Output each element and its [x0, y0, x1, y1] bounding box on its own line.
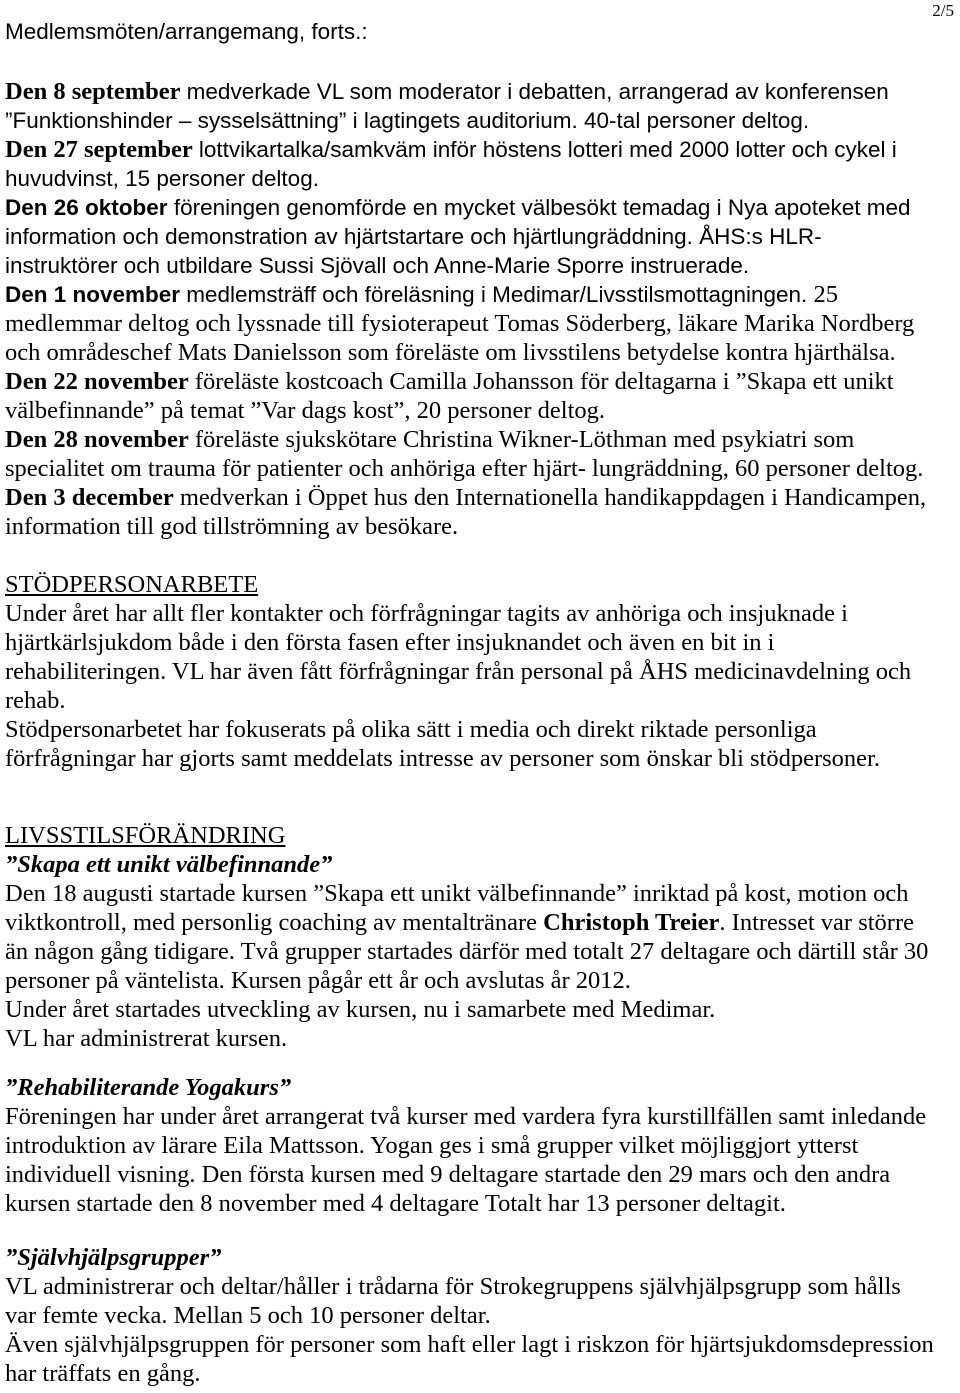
meetings-list	[5, 77, 955, 541]
meeting-date: Den 22 november	[5, 368, 189, 395]
paragraph-line: Föreningen har under året arrangerat två kurser med vardera fyra kurstillfällen samt inledande	[5, 1103, 927, 1130]
meeting-text: föreläste sjukskötare Christina Wikner-Löthman med psykiatri som	[194, 426, 855, 453]
meeting-line	[5, 425, 955, 454]
meeting-date: Den 8 september	[5, 78, 181, 105]
paragraph-line: Under året har allt fler kontakter och förfrågningar tagits av anhöriga och insjuknade i	[5, 600, 848, 627]
section-heading: LIVSSTILSFÖRÄNDRING	[5, 822, 286, 849]
paragraph-line: Stödpersonarbetet har fokuserats på olika sätt i media och direkt riktade personliga	[5, 716, 817, 743]
paragraph-line: hjärtkärlsjukdom både i den första fasen efter insjuknandet och även en bit in i	[5, 629, 775, 656]
self-help-subsection	[5, 1243, 955, 1388]
paragraph-line: kursen startade den 8 november med 4 deltagare Totalt har 13 personer deltagit.	[5, 1190, 786, 1217]
paragraph-line: Under året startades utveckling av kursen, nu i samarbete med Medimar.	[5, 996, 716, 1023]
meeting-line: ”Funktionshinder – sysselsättning” i lagtingets auditorium. 40-tal personer deltog.	[5, 108, 810, 133]
meeting-line: information och demonstration av hjärtstartare och hjärtlungräddning. ÅHS:s HLR-	[5, 224, 822, 249]
paragraph-line: VL administrerar och deltar/håller i trådarna för Strokegruppens självhjälpsgrupp som hålls	[5, 1273, 901, 1300]
meeting-text: föreläste kostcoach Camilla Johansson för deltagarna i ”Skapa ett unikt	[194, 368, 894, 395]
page-number: 2/5	[932, 1, 954, 20]
spacer	[5, 46, 955, 77]
subsection-title: ”Självhjälpsgrupper”	[5, 1244, 222, 1271]
paragraph-line: än någon gång tidigare. Två grupper startades därför med totalt 27 deltagare och därtill står 30	[5, 938, 929, 965]
paragraph-line: VL har administrerat kursen.	[5, 1025, 288, 1052]
meeting-line: medlemmar deltog och lyssnade till fysioterapeut Tomas Söderberg, läkare Marika Nordberg	[5, 310, 915, 337]
section-title: Medlemsmöten/arrangemang, forts.:	[5, 19, 368, 44]
meeting-line	[5, 280, 955, 309]
paragraph-text: . Intresset var större	[719, 909, 914, 936]
meeting-line: instruktörer och utbildare Sussi Sjövall och Anne-Marie Sporre instruerade.	[5, 253, 750, 278]
paragraph-line: individuell visning. Den första kursen med 9 deltagare startade den 29 mars och den andra	[5, 1161, 891, 1188]
paragraph-line	[5, 908, 955, 937]
paragraph-line: introduktion av lärare Eila Mattsson. Yogan ges i små grupper vilket möjliggjort ytterst	[5, 1132, 859, 1159]
spacer	[5, 1053, 955, 1073]
meeting-date: Den 28 november	[5, 426, 189, 453]
meeting-line: huvudvinst, 15 personer deltog.	[5, 166, 319, 191]
meeting-text: medverkan i Öppet hus den Internationella handikappdagen i Handicampen,	[179, 484, 927, 511]
paragraph-line: rehabiliteringen. VL har även fått förfrågningar från personal på ÅHS medicinavdelning och	[5, 658, 912, 685]
subsection-title: ”Rehabiliterande Yogakurs”	[5, 1074, 292, 1101]
meeting-line	[5, 135, 955, 164]
meeting-line	[5, 77, 955, 106]
meeting-line: välbefinnande” på temat ”Var dags kost”, 20 personer deltog.	[5, 397, 606, 424]
meeting-date: Den 26 oktober	[5, 195, 168, 220]
document-page	[5, 17, 955, 1388]
section-heading: STÖDPERSONARBETE	[5, 571, 259, 598]
support-section	[5, 570, 955, 773]
paragraph-line: rehab.	[5, 687, 66, 714]
meeting-text: lottvikartalka/samkväm inför höstens lotteri med 2000 lotter och cykel i	[198, 137, 897, 162]
meeting-text: föreningen genomförde en mycket välbesökt temadag i Nya apoteket med	[173, 195, 911, 220]
paragraph-line: har träffats en gång.	[5, 1360, 201, 1387]
yoga-subsection	[5, 1073, 955, 1218]
paragraph-text: viktkontroll, med personlig coaching av mentaltränare	[5, 909, 538, 936]
meeting-text: 25	[813, 281, 838, 308]
paragraph-line: förfrågningar har gjorts samt meddelats intresse av personer som önskar bli stödpersoner.	[5, 745, 880, 772]
meeting-line: information till god tillströmning av besökare.	[5, 513, 459, 540]
paragraph-line: Den 18 augusti startade kursen ”Skapa ett unikt välbefinnande” inriktad på kost, motion och	[5, 880, 909, 907]
meeting-date: Den 27 september	[5, 136, 193, 163]
spacer	[5, 773, 955, 821]
meeting-line: och områdeschef Mats Danielsson som föreläste om livsstilens betydelse kontra hjärthälsa.	[5, 339, 896, 366]
meeting-text: medverkade VL som moderator i debatten, arrangerad av konferensen	[186, 79, 889, 104]
meeting-line	[5, 483, 955, 512]
spacer	[5, 1218, 955, 1243]
meeting-line: specialitet om trauma för patienter och anhöriga efter hjärt- lungräddning, 60 personer deltog.	[5, 455, 924, 482]
meeting-date: Den 1 november	[5, 282, 181, 307]
spacer	[5, 541, 955, 570]
paragraph-line: var femte vecka. Mellan 5 och 10 personer deltar.	[5, 1302, 491, 1329]
meeting-text: medlemsträff och föreläsning i Medimar/Livsstilsmottagningen.	[186, 282, 808, 307]
lifestyle-section	[5, 821, 955, 1388]
meeting-date: Den 3 december	[5, 484, 174, 511]
meeting-line	[5, 193, 955, 222]
course-subsection	[5, 850, 955, 1053]
coach-name: Christoph Treier	[543, 909, 720, 936]
meeting-line	[5, 367, 955, 396]
paragraph-line: personer på väntelista. Kursen pågår ett år och avslutas år 2012.	[5, 967, 631, 994]
subsection-title: ”Skapa ett unikt välbefinnande”	[5, 851, 333, 878]
paragraph-line: Även självhjälpsgruppen för personer som haft eller lagt i riskzon för hjärtsjukdomsdepression	[5, 1331, 934, 1358]
